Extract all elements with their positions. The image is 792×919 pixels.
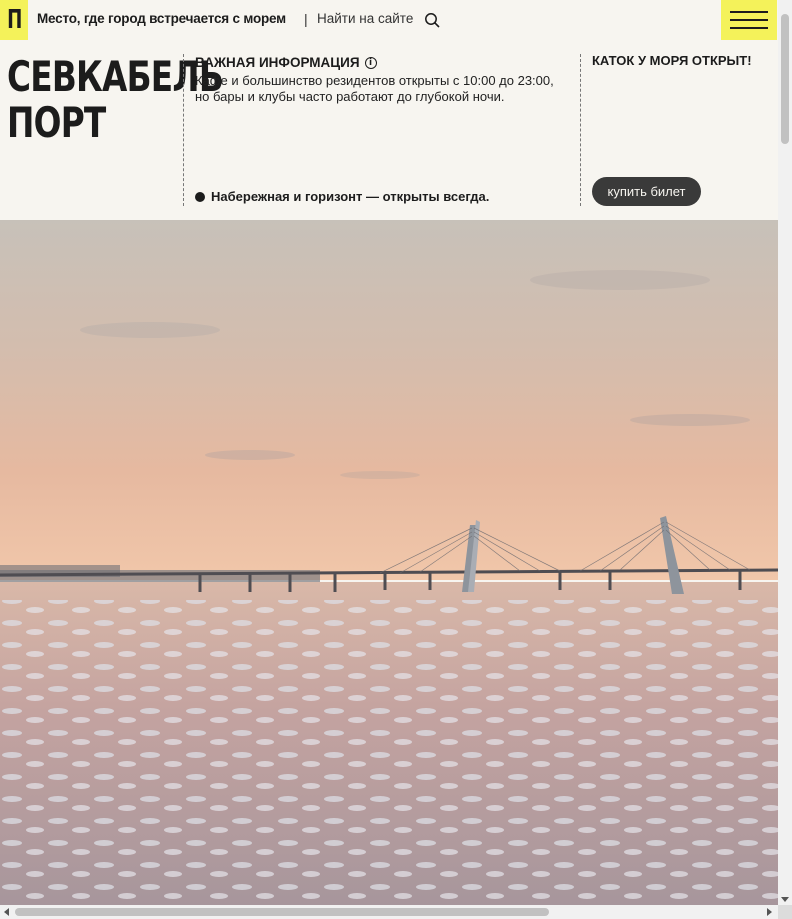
search-link[interactable]: Найти на сайте <box>317 11 414 26</box>
buy-ticket-button[interactable]: купить билет <box>592 177 701 206</box>
horizontal-scroll-thumb[interactable] <box>15 908 549 916</box>
site-tagline: Место, где город встречается с морем <box>37 11 286 26</box>
important-info-title: ВАЖНАЯ ИНФОРМАЦИЯ <box>195 55 360 70</box>
info-icon[interactable]: i <box>365 57 377 69</box>
vertical-scrollbar[interactable] <box>778 0 792 905</box>
menu-line <box>730 19 768 21</box>
hamburger-menu-icon[interactable] <box>721 0 777 40</box>
scrollbar-corner <box>778 905 792 919</box>
important-info-heading[interactable] <box>195 55 377 70</box>
logo-home-link[interactable] <box>0 0 28 40</box>
horizontal-scrollbar[interactable] <box>0 905 778 919</box>
dashed-divider <box>580 54 581 206</box>
scroll-left-arrow-icon[interactable] <box>4 908 9 916</box>
search-icon[interactable] <box>424 12 440 28</box>
vertical-scroll-thumb[interactable] <box>781 14 789 144</box>
opening-hours-text: Кафе и большинство резидентов открыты с 10:00 до 23:00, но бары и клубы часто работают до глубокой ночи. <box>195 73 554 104</box>
menu-line <box>730 11 768 13</box>
brand-line-2: ПОРТ <box>7 98 106 147</box>
logo-letter: П <box>6 5 22 35</box>
scroll-right-arrow-icon[interactable] <box>767 908 772 916</box>
header-separator: | <box>304 11 308 27</box>
menu-line <box>730 27 768 29</box>
brand-wordmark[interactable] <box>7 54 223 146</box>
rink-announcement-title[interactable]: КАТОК У МОРЯ ОТКРЫТ! <box>592 53 752 68</box>
status-text: Набережная и горизонт — открыты всегда. <box>211 189 490 204</box>
hero-photo-illustration <box>0 220 778 905</box>
dashed-divider <box>183 54 184 206</box>
status-dot-icon <box>195 192 205 202</box>
brand-line-1: СЕВКАБЕЛЬ <box>7 52 224 101</box>
scroll-down-arrow-icon[interactable] <box>781 897 789 902</box>
status-line <box>195 189 489 204</box>
hero-photo <box>0 220 778 905</box>
top-bar <box>0 0 778 40</box>
